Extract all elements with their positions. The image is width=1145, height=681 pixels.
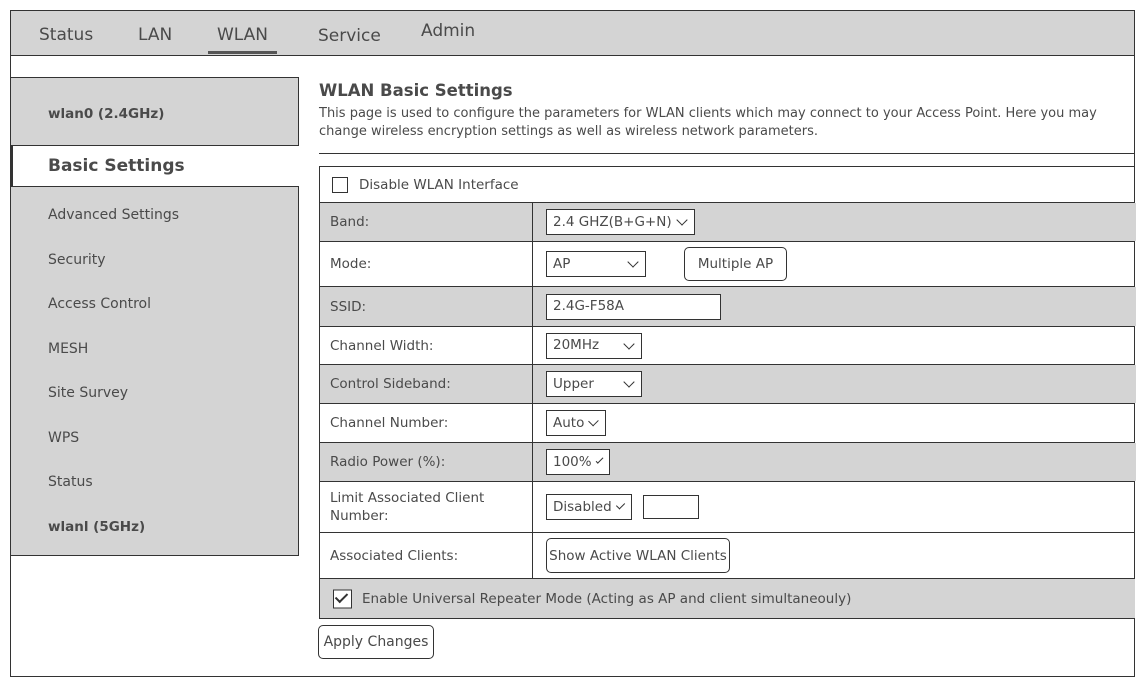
sidebar-wlan1[interactable]: wlanl (5GHz): [48, 519, 146, 535]
tab-wlan[interactable]: WLAN: [208, 25, 277, 54]
repeater-row: [320, 579, 1135, 618]
radio-power-label: Radio Power (%):: [330, 454, 446, 470]
sidebar-item-status[interactable]: Status: [48, 474, 93, 490]
sidebar-item-mesh[interactable]: MESH: [48, 341, 89, 357]
top-nav: [10, 10, 1135, 56]
multiple-ap-button[interactable]: Multiple AP: [684, 247, 787, 281]
mode-value: AP: [553, 255, 571, 272]
tab-admin[interactable]: Admin: [421, 21, 476, 41]
channel-width-row: [320, 327, 1135, 365]
channel-number-value: Auto: [553, 414, 585, 431]
band-label: Band:: [330, 214, 370, 230]
channel-width-label: Channel Width:: [330, 337, 434, 354]
channel-width-select[interactable]: [546, 333, 642, 359]
ssid-row: [320, 287, 1135, 327]
associated-clients-label: Associated Clients:: [330, 547, 459, 564]
mode-label: Mode:: [330, 256, 372, 272]
radio-power-value: 100%: [553, 453, 592, 470]
sidebar-item-basic-settings[interactable]: [10, 145, 299, 187]
mode-row: [320, 242, 1135, 287]
page-description: This page is used to configure the parameters for WLAN clients which may connect to your Access Point. Here you may change wireless encryption settings as well as wireless network parameters.: [319, 106, 1097, 139]
ssid-label: SSID:: [330, 298, 367, 315]
limit-number-input[interactable]: [643, 495, 699, 519]
limit-clients-value: Disabled: [553, 498, 612, 515]
band-value: 2.4 GHZ(B+G+N): [553, 213, 672, 230]
radio-power-select[interactable]: [546, 449, 610, 475]
mode-select[interactable]: [546, 251, 646, 277]
limit-clients-label: Limit Associated Client Number:: [330, 490, 485, 524]
chevron-down-icon: [676, 214, 687, 225]
channel-number-row: [320, 404, 1135, 443]
chevron-down-icon: [589, 416, 599, 426]
limit-clients-row: [320, 482, 1135, 533]
repeater-label: Enable Universal Repeater Mode (Acting as AP and client simultaneouly): [362, 590, 852, 607]
tab-lan[interactable]: LAN: [138, 25, 173, 45]
ssid-input[interactable]: [546, 294, 721, 320]
channel-width-value: 20MHz: [553, 337, 600, 353]
page-title: WLAN Basic Settings: [319, 81, 513, 100]
ssid-value: 2.4G-F58A: [553, 298, 624, 314]
sideband-label: Control Sideband:: [330, 376, 451, 392]
apply-changes-button[interactable]: Apply Changes: [318, 625, 434, 659]
disable-wlan-checkbox[interactable]: [332, 177, 348, 193]
divider: [319, 153, 1135, 154]
settings-table: [319, 166, 1135, 619]
chevron-down-icon: [595, 456, 603, 464]
disable-wlan-label: Disable WLAN Interface: [359, 176, 519, 193]
band-row: [320, 203, 1135, 242]
chevron-down-icon: [616, 500, 625, 509]
chevron-down-icon: [623, 376, 634, 387]
sideband-select[interactable]: [546, 371, 642, 397]
tab-status[interactable]: Status: [39, 25, 94, 45]
chevron-down-icon: [623, 338, 634, 349]
associated-clients-row: [320, 533, 1135, 579]
show-active-clients-button[interactable]: Show Active WLAN Clients: [546, 538, 730, 573]
channel-number-select[interactable]: [546, 410, 606, 436]
sidebar-item-label: Basic Settings: [48, 156, 185, 176]
repeater-checkbox[interactable]: [333, 589, 352, 608]
sidebar-item-advanced[interactable]: Advanced Settings: [48, 207, 180, 223]
sidebar-item-access-control[interactable]: Access Control: [48, 296, 151, 312]
sidebar-wlan0[interactable]: wlan0 (2.4GHz): [48, 106, 165, 122]
band-select[interactable]: [546, 209, 695, 235]
sidebar-item-wps[interactable]: WPS: [48, 430, 80, 446]
disable-row: [320, 167, 1135, 203]
sideband-value: Upper: [553, 375, 594, 392]
chevron-down-icon: [627, 256, 638, 267]
radio-power-row: [320, 443, 1135, 482]
limit-clients-select[interactable]: [546, 494, 632, 520]
sideband-row: [320, 365, 1135, 404]
sidebar-item-security[interactable]: Security: [48, 252, 106, 268]
channel-number-label: Channel Number:: [330, 415, 449, 431]
tab-service[interactable]: Service: [318, 26, 381, 46]
sidebar-item-site-survey[interactable]: Site Survey: [48, 385, 129, 401]
